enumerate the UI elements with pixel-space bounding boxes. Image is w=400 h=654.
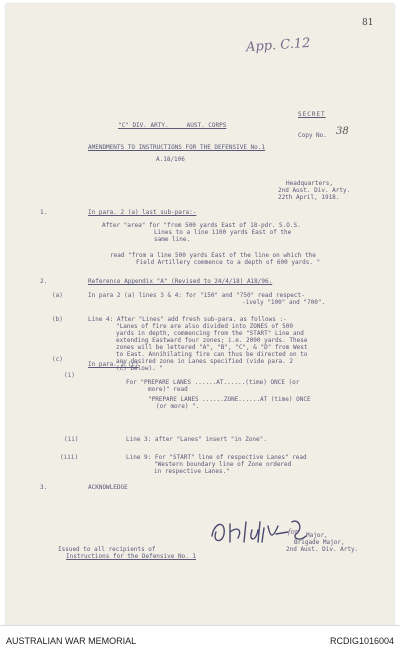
body-line: zones will be lettered "A", "B", "C", & "D" from West <box>116 344 308 351</box>
item-number: (b) <box>52 316 63 323</box>
hq-line: 2nd Aust. Div. Arty. <box>278 187 351 194</box>
archive-id: RCDIG1016004 <box>329 636 394 646</box>
body-line: "PREPARE LANES ......ZONE......AT (time) ONCE <box>148 396 311 403</box>
copy-number-value: 38 <box>336 126 349 137</box>
body-line: ACKNOWLEDGE <box>88 484 128 491</box>
body-line: Line 9: For "START" line of respective Lanes" read <box>126 454 307 461</box>
item-number: (i) <box>64 372 75 379</box>
body-line: (or more) ". <box>156 403 200 410</box>
body-line: In para. 2 (c) <box>88 361 139 368</box>
distribution-line: Issued to all recipients of <box>58 546 156 553</box>
body-line: "Lanes of fire are also divided into ZONES of 500 <box>116 323 294 330</box>
archive-footer <box>0 625 400 654</box>
reference-number: A.18/106 <box>156 156 185 163</box>
body-line: same line. <box>154 236 191 243</box>
item-number: (iii) <box>60 454 79 461</box>
body-line: (c) below). " <box>116 365 163 372</box>
body-line: read "from a line 500 yards East of the line on which the <box>110 252 316 259</box>
body-line: Lines to a line 1100 yards East of the <box>154 229 292 236</box>
item-number: (ii) <box>64 436 79 443</box>
body-line: After "area" for "from 500 yards East of 18-pdr. S.O.S. <box>102 222 301 229</box>
body-line: extending Eastward four zones; i.e. 2000 yards. These <box>116 337 308 344</box>
signature-for: for <box>288 528 299 536</box>
item-number: (a) <box>52 292 63 299</box>
body-line: Line 3: after "Lanes" insert "in Zone". <box>126 436 267 443</box>
body-line: more)" read <box>148 386 188 393</box>
item-number: 2. <box>40 278 48 285</box>
copy-number-label: Copy No. <box>298 132 327 139</box>
body-line: yards in depth, commencing from the "START" Line and <box>116 330 304 337</box>
body-line: For "PREPARE LANES ......AT......(time) ONCE (or <box>126 379 300 386</box>
body-line: In para. 2 (a) last sub-para:- <box>88 209 197 216</box>
document-title: AMENDMENTS TO INSTRUCTIONS FOR THE DEFENSIVE No.1 <box>88 144 266 151</box>
item-number: (c) <box>52 356 63 363</box>
body-line: "Western boundary line of Zone ordered <box>154 461 292 468</box>
unit-heading: "C" DIV. ARTY. AUST. CORPS <box>118 122 227 129</box>
hq-line: 22th April, 1918. <box>278 194 340 201</box>
body-line: In para 2 (a) lines 3 & 4: for "150" and "750" read respect- <box>88 292 305 299</box>
secret-label: SECRET <box>298 111 326 118</box>
body-line: to East. Annihilating fire can thus be directed on to <box>116 351 308 358</box>
body-line: any desired zone in Lanes specified (vide para. 2 <box>116 358 294 365</box>
document-page <box>6 4 394 626</box>
body-line: Reference Appendix "A" (Revised to 24/4/18) A18/96. <box>88 278 273 285</box>
body-line: in respective Lanes." <box>154 468 230 475</box>
body-line: Field Artillery commence to a depth of 600 yards. " <box>136 259 321 266</box>
handwritten-reference: App. C.12 <box>245 35 311 56</box>
item-number: 1. <box>40 209 48 216</box>
body-line: -ively "100" and "700". <box>242 299 326 306</box>
distribution-line: Instructions for the Defensive No. 1 <box>66 553 197 560</box>
page-number: 81 <box>362 18 374 28</box>
archive-name: AUSTRALIAN WAR MEMORIAL <box>6 636 137 646</box>
body-line: Line 4: After "Lines" add fresh sub-para. as follows :- <box>88 316 287 323</box>
signature-line: Major, <box>306 532 328 539</box>
item-number: 3. <box>40 484 48 491</box>
signature-line: Brigade Major, <box>294 539 345 546</box>
hq-line: Headquarters, <box>286 180 333 187</box>
signature-line: 2nd Aust. Div. Arty. <box>286 546 359 553</box>
